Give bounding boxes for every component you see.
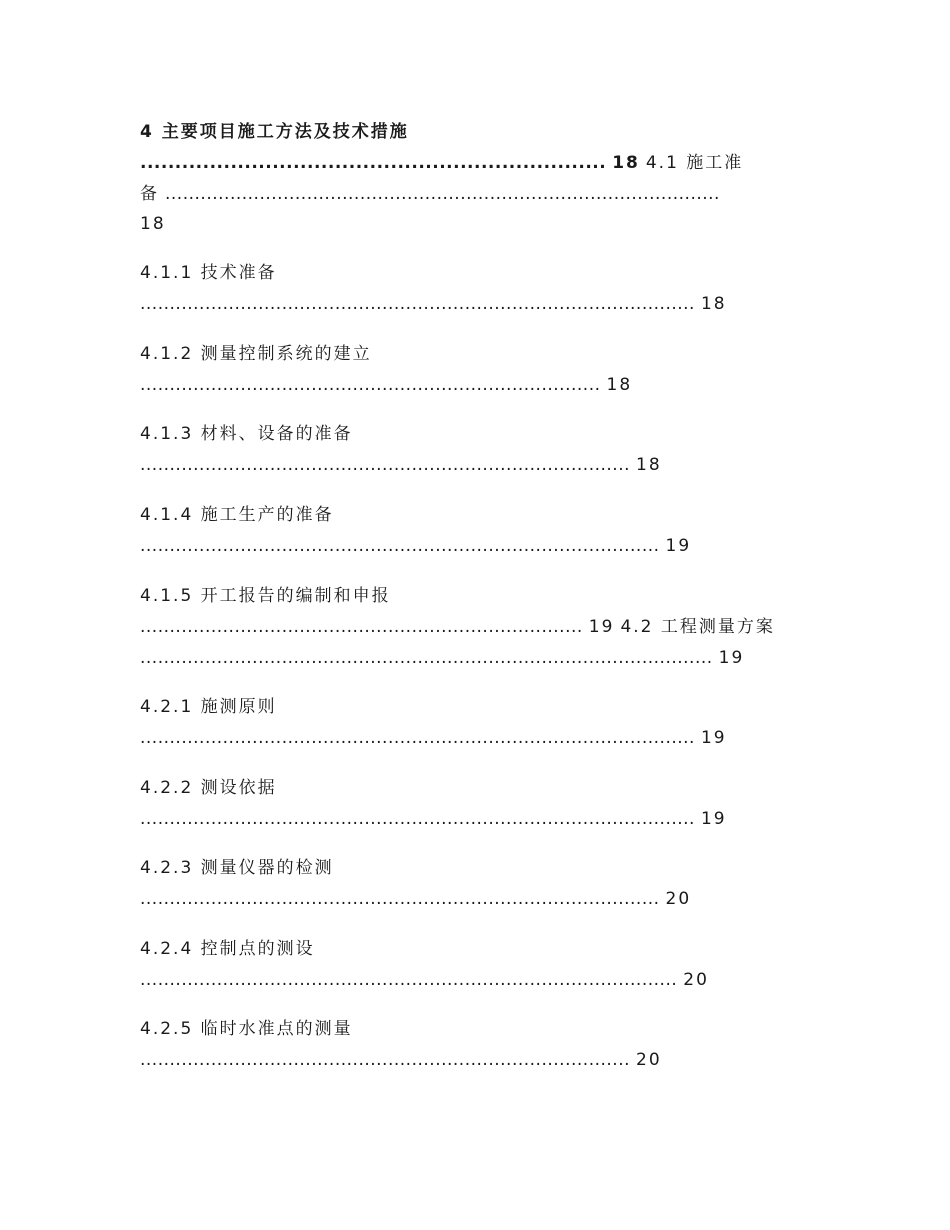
toc-inline-title: 4.1 施工准 [645, 153, 744, 173]
toc-title-text: 4.2.5 临时水准点的测量 [140, 1019, 353, 1039]
toc-title-continuation: 备 [140, 184, 159, 204]
toc-page-number: 20 [665, 889, 692, 909]
toc-leader-dots: ........................................................................................ [140, 889, 660, 909]
toc-title-text: 4.2.4 控制点的测设 [140, 939, 315, 959]
toc-leader-dots: .............................................................................................. [140, 728, 695, 748]
toc-dots-line [140, 808, 727, 830]
toc-title-text: 4.2.3 测量仪器的检测 [140, 858, 334, 878]
toc-dots-line [140, 888, 691, 910]
toc-dots-line [140, 616, 775, 638]
toc-dots-line [140, 183, 720, 205]
toc-entry-title [140, 504, 334, 526]
toc-title-text: 4 主要项目施工方法及技术措施 [140, 122, 409, 142]
toc-entry-title [140, 343, 372, 365]
toc-page-number: 19 [588, 617, 615, 637]
toc-entry-title [140, 857, 334, 879]
toc-title-text: 4.2.2 测设依据 [140, 778, 277, 798]
toc-entry-title [140, 777, 277, 799]
toc-dots-line [140, 969, 709, 991]
toc-entry-title [140, 585, 391, 607]
toc-title-text: 4.2.1 施测原则 [140, 697, 277, 717]
toc-entry-title [140, 696, 277, 718]
toc-leader-dots: ................................................................................................. [140, 648, 713, 668]
toc-entry-title [140, 1018, 353, 1040]
toc-leader-dots: ........................................................................................ [140, 536, 660, 556]
toc-dots-line [140, 152, 743, 174]
toc-entry-title [140, 121, 409, 143]
toc-page-number: 18 [606, 375, 633, 395]
toc-leader-dots: ................................................................................... [140, 1050, 631, 1070]
toc-dots-line [140, 647, 744, 669]
toc-page-number: 19 [718, 648, 745, 668]
toc-page-number: 18 [636, 455, 662, 475]
toc-page-number: 18 [140, 214, 166, 234]
toc-inline-title: 4.2 工程测量方案 [620, 617, 775, 637]
toc-page-number: 19 [700, 728, 727, 748]
toc-page-number: 19 [665, 536, 692, 556]
toc-title-text: 4.1.3 材料、设备的准备 [140, 424, 353, 444]
toc-title-text: 4.1.1 技术准备 [140, 263, 277, 283]
toc-leader-dots: ................................................................... [140, 153, 607, 173]
toc-title-text: 4.1.4 施工生产的准备 [140, 505, 334, 525]
toc-page-number: 19 [700, 809, 727, 829]
toc-dots-line [140, 374, 632, 396]
toc-dots-line [140, 1049, 662, 1071]
toc-leader-dots: .............................................................................................. [140, 294, 695, 314]
toc-leader-dots: .............................................................................................. [165, 184, 720, 204]
toc-page-line [140, 213, 166, 235]
toc-page-number: 18 [612, 153, 640, 173]
toc-leader-dots: ........................................................................... [140, 617, 583, 637]
toc-dots-line [140, 293, 727, 315]
toc-page-number: 20 [636, 1050, 662, 1070]
toc-title-text: 4.1.5 开工报告的编制和申报 [140, 586, 391, 606]
toc-dots-line [140, 727, 727, 749]
toc-leader-dots: ................................................................................... [140, 455, 631, 475]
toc-leader-dots: .............................................................................. [140, 375, 601, 395]
toc-page-number: 20 [683, 970, 709, 990]
toc-dots-line [140, 535, 691, 557]
toc-page-number: 18 [700, 294, 727, 314]
toc-entry-title [140, 938, 315, 960]
toc-entry-title [140, 262, 277, 284]
toc-dots-line [140, 454, 662, 476]
toc-title-text: 4.1.2 测量控制系统的建立 [140, 344, 372, 364]
toc-leader-dots: .............................................................................................. [140, 809, 695, 829]
toc-entry-title [140, 423, 353, 445]
toc-leader-dots: ........................................................................................... [140, 970, 678, 990]
